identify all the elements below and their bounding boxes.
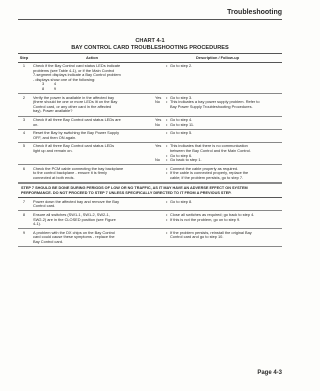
action-cell [30,94,153,115]
action-line: (there should be one or more LEDs lit on the Bay [33,99,118,105]
description-text: cable; if the problem persists, go to step 7. [170,174,244,180]
step-number: 2 [22,94,26,100]
description-line [155,176,280,181]
step-number: 3 [22,117,26,123]
bullet: • [166,157,168,163]
step-column-header: Step [19,54,29,60]
action-line: Ensure all switches (SW1-1, SW1-2, SW2-1, [33,211,110,217]
troubleshooting-table [18,53,282,247]
description-text: Go to step 4. [170,117,193,123]
action-line: Check if all three Bay Control card status LEDs are [33,117,121,123]
description-text: Connect the cable properly as required. [170,165,239,171]
action-cell [30,211,153,228]
description-text: Control card and go to step 10. [170,234,224,240]
yes-no-label: No [155,99,160,105]
description-text: Bay Power Supply Troubleshooting Procedures. [170,103,253,109]
display-code: 4 [53,81,57,87]
description-line [155,200,280,205]
bullet: • [166,143,168,149]
bullet: • [166,130,168,136]
description-line [155,64,280,69]
bullet: • [166,229,168,235]
action-line: problems (see Table 4-1), or if the Main Control [33,67,115,73]
table-row [18,198,282,211]
description-cell [153,198,282,210]
description-cell [153,211,282,228]
bullet: • [166,165,168,171]
page-number: Page 4-3 [257,370,282,376]
yes-no-label [155,235,166,240]
description-text: Go to step 2. [170,63,193,69]
caution-note: STEP 7 SHOULD BE DONE DURING PERIODS OF LOW OR NO TRAFFIC, AS IT MAY HAVE AN ADVERSE EFFECT ON SYSTEM PERFORMANCE. DO NOT PROCEED TO STEP 7 UNLESS SPECIFICALLY DIRECTED TO IT FROM A PREVIOUS STEP. [18,183,282,198]
action-line: Check if the Bay Control card status LEDs indicate [33,63,121,69]
description-text: Go to step 8. [170,198,193,204]
description-column-header: Description / Follow-up [195,54,239,60]
yes-no-label: Yes [155,117,162,123]
description-text: between the Bay Control and the Main Control. [170,148,251,153]
action-line: card could cause these symptoms - replace the [33,234,115,240]
bullet: • [166,198,168,204]
table-row [18,211,282,229]
table-row [18,130,282,143]
action-cell [30,143,153,164]
action-line: Verify the power is available in the affected bay [33,94,115,100]
header-rule [18,19,282,20]
chart-number: CHART 4-1 [135,38,165,44]
section-header: Troubleshooting [227,9,282,16]
table-row [18,165,282,183]
action-line: Power down the affected bay and remove the Bay [33,198,120,204]
description-cell [153,165,282,182]
action-line: on. [33,121,39,127]
description-line [155,131,280,136]
bullet: • [166,121,168,127]
description-text: Go to step 6. [170,152,193,158]
description-line [155,158,280,163]
description-text: If the problem persists, reinstall the original Bay [170,229,252,235]
description-line [155,105,280,110]
action-line: Check the PCM cable connecting the bay backplane [33,165,124,171]
bullet: • [166,99,168,105]
bullet: • [166,117,168,123]
bullet: • [166,152,168,158]
yes-no-label [155,105,166,110]
action-line: Control card. [33,203,56,209]
display-codes-line [33,87,151,92]
description-line [155,218,280,223]
display-code: 9 [53,86,57,92]
yes-no-label: No [155,157,160,163]
table-row [18,117,282,130]
step-number: 7 [22,198,26,204]
step-number: 4 [22,130,26,136]
description-text: This indicates a bay power supply problem. Refer to [170,99,260,105]
table-row [18,63,282,95]
yes-no-label [155,176,166,181]
description-text: Go to step 5. [170,130,193,136]
action-line: Control card, or any other card in the affected [33,103,112,109]
action-column-header: Action [85,54,99,60]
action-line: A problem with the DX chips on the Bay Control [33,229,115,235]
table-row [18,229,282,247]
action-cell [30,63,153,94]
yes-no-label [155,200,166,205]
action-line: OFF, and then ON again. [33,134,77,140]
display-code: 8 [42,86,45,92]
action-line: 4-1). [33,221,41,227]
action-line: SW2-2) are in the CLOSED position (see Figure [33,216,116,222]
description-line [155,123,280,128]
table-header-row [18,53,282,63]
description-cell [153,117,282,129]
step-number: 5 [22,143,26,149]
description-cell [153,130,282,142]
yes-no-label: No [155,121,160,127]
action-line: Reset the Bay by switching the Bay Power Supply [33,130,120,136]
yes-no-label [155,131,166,136]
action-cell [30,198,153,210]
step-number: 8 [22,211,26,217]
description-text: If the cable is connected properly, replace the [170,170,249,176]
yes-no-label [155,218,166,223]
action-line: to the control backplane - ensure it is firmly [33,170,107,176]
table-row [18,94,282,116]
action-line: bay). Power available? [33,108,73,114]
action-cell [30,229,153,246]
description-line [155,235,280,240]
yes-no-label: Yes [155,94,162,100]
bullet: • [166,63,168,69]
action-cell [30,117,153,129]
yes-no-label [155,64,166,69]
step-number: 6 [22,165,26,171]
description-cell [153,229,282,246]
bullet: • [166,216,168,222]
description-text: If this is not the problem, go on to step 9. [170,216,241,222]
action-line: connected at both ends. [33,174,75,180]
action-line: 7-segment displays indicate a Bay Control problem [33,72,121,78]
step-number: 1 [22,63,26,69]
description-text: Go to step 3. [170,94,193,100]
description-text: This indicates that there is no communication [170,143,248,149]
description-text: Go back to step 1. [170,157,202,163]
bullet: • [166,170,168,176]
description-cell [153,143,282,164]
action-line: Check if all three Bay Control card status LEDs [33,143,115,149]
action-line: - displays show one of the following: [33,76,96,82]
bullet: • [166,94,168,100]
description-cell [153,94,282,115]
table-body-lower [18,198,282,247]
action-line: Bay Control card. [33,238,64,244]
yes-no-label: Yes [155,143,162,149]
table-body-upper [18,63,282,183]
description-text: Close all switches as required; go back to step 4. [170,211,255,217]
bullet: • [166,211,168,217]
description-cell [153,63,282,94]
table-row [18,143,282,165]
display-code: 3 [42,81,45,87]
action-line: light up and remain on. [33,148,73,153]
action-cell [30,165,153,182]
chart-title: BAY CONTROL CARD TROUBLESHOOTING PROCEDURES [71,45,229,51]
description-text: Go to step 11. [170,121,195,127]
step-number: 9 [22,229,26,235]
action-cell [30,130,153,142]
